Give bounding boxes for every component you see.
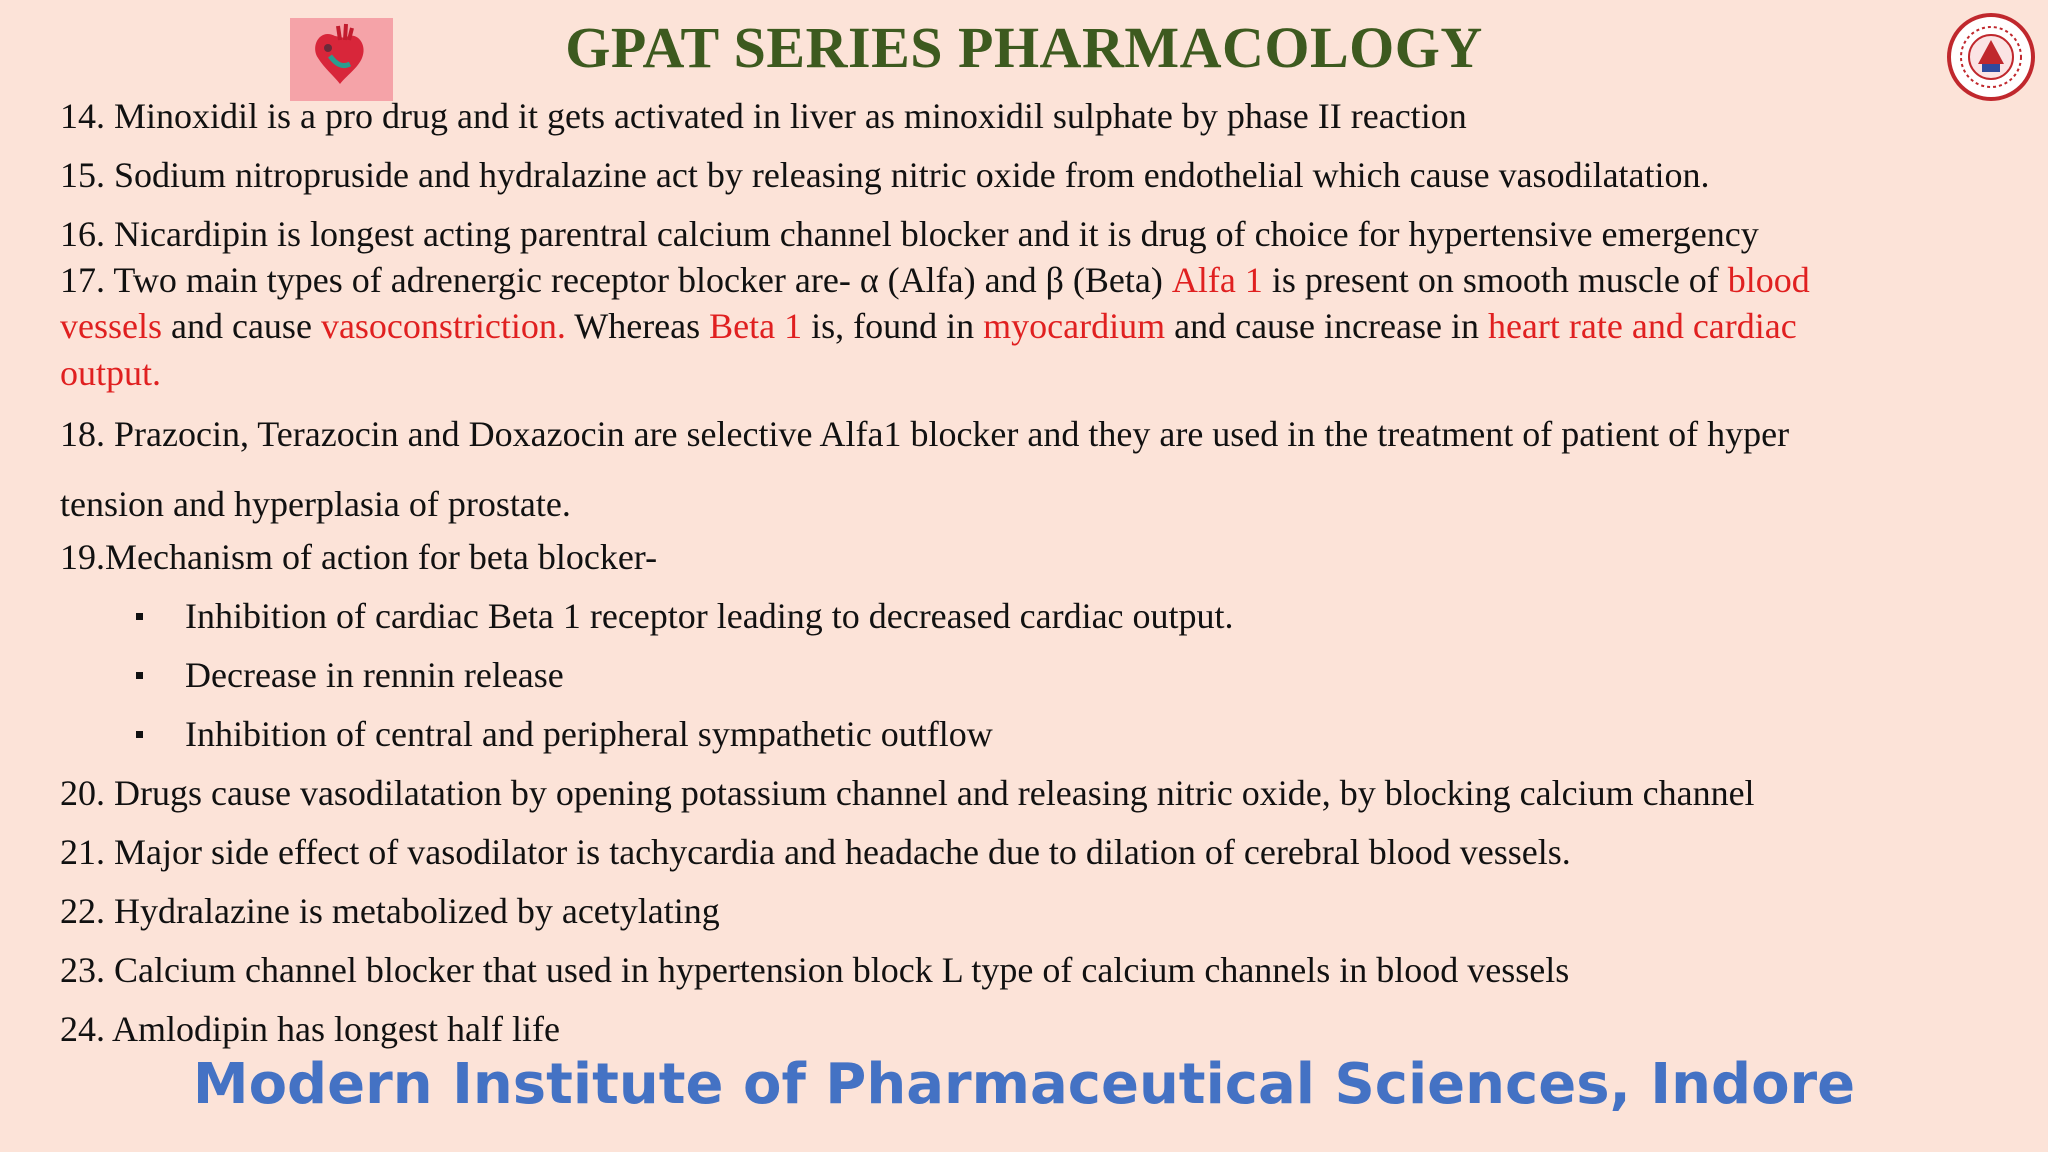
institute-footer: Modern Institute of Pharmaceutical Sciences, Indore xyxy=(192,1052,1856,1117)
point-17-line-2: vessels and cause vasoconstriction. Whereas Beta 1 is, found in myocardium and cause increase in heart rate and cardiac xyxy=(60,306,1797,346)
highlight-myocardium: myocardium xyxy=(983,306,1166,346)
highlight-blood: blood xyxy=(1727,260,1810,300)
point-20: 20. Drugs cause vasodilatation by opening potassium channel and releasing nitric oxide, by blocking calcium channel xyxy=(60,773,1755,813)
page-title: GPAT SERIES PHARMACOLOGY xyxy=(565,15,1483,80)
point-14: 14. Minoxidil is a pro drug and it gets activated in liver as minoxidil sulphate by phase II reaction xyxy=(60,96,1467,136)
point-24: 24. Amlodipin has longest half life xyxy=(60,1009,560,1049)
highlight-vessels: vessels xyxy=(60,306,162,346)
bullet-item: Inhibition of central and peripheral sympathetic outflow xyxy=(185,714,993,754)
bullet-item: Decrease in rennin release xyxy=(185,655,564,695)
point-18-line-2: tension and hyperplasia of prostate. xyxy=(60,484,571,524)
bullet-marker xyxy=(136,672,143,679)
highlight-beta-1: Beta 1 xyxy=(709,306,803,346)
highlight-alfa-1: Alfa 1 xyxy=(1171,260,1263,300)
point-19: 19.Mechanism of action for beta blocker- xyxy=(60,537,658,577)
point-22: 22. Hydralazine is metabolized by acetylating xyxy=(60,891,720,931)
point-21: 21. Major side effect of vasodilator is tachycardia and headache due to dilation of cerebral blood vessels. xyxy=(60,832,1571,872)
point-23: 23. Calcium channel blocker that used in hypertension block L type of calcium channels in blood vessels xyxy=(60,950,1570,990)
bullet-item: Inhibition of cardiac Beta 1 receptor leading to decreased cardiac output. xyxy=(185,596,1234,636)
point-17-line-1: 17. Two main types of adrenergic receptor blocker are- α (Alfa) and β (Beta) Alfa 1 is present on smooth muscle of blood xyxy=(60,260,1810,300)
bullet-marker xyxy=(136,613,143,620)
point-16: 16. Nicardipin is longest acting parentral calcium channel blocker and it is drug of choice for hypertensive emergency xyxy=(60,214,1759,254)
bullet-marker xyxy=(136,731,143,738)
highlight-vasoconstriction: vasoconstriction. xyxy=(320,306,566,346)
point-18-line-1: 18. Prazocin, Terazocin and Doxazocin are selective Alfa1 blocker and they are used in the treatment of patient of hyper xyxy=(60,414,1790,454)
highlight-heart-rate: heart rate and cardiac xyxy=(1487,306,1797,346)
point-17-line-3: output. xyxy=(60,353,162,393)
point-15: 15. Sodium nitropruside and hydralazine act by releasing nitric oxide from endothelial which cause vasodilatation. xyxy=(60,155,1710,195)
mgi-seal-icon xyxy=(1946,12,2036,102)
